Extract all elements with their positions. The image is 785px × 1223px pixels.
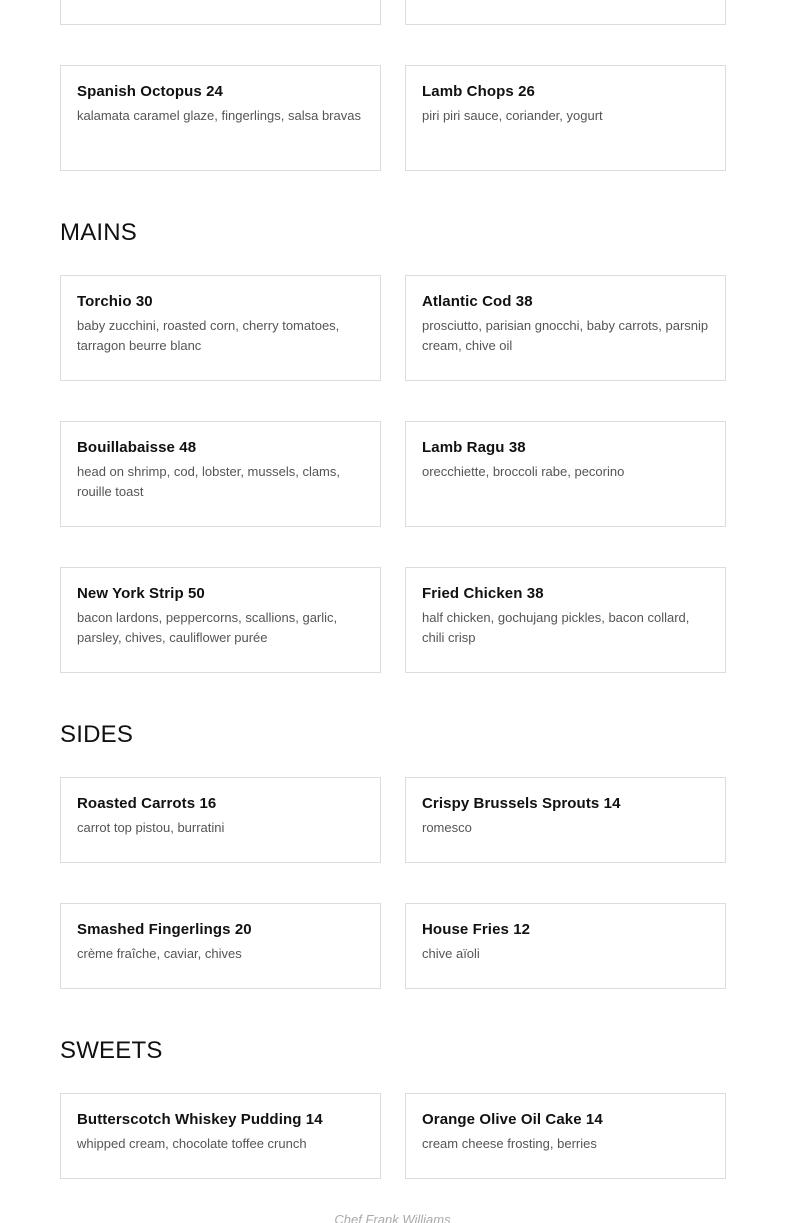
menu-item-card	[405, 567, 726, 673]
menu-item-name: Lamb Ragu 38	[422, 439, 526, 456]
menu-item-card	[405, 275, 726, 381]
menu-item-name: Bouillabaisse 48	[77, 439, 197, 456]
menu-item-card	[405, 777, 726, 863]
section-heading-sides: SIDES	[60, 721, 134, 748]
menu-item-card	[60, 275, 381, 381]
menu-item-name: Crispy Brussels Sprouts 14	[422, 795, 621, 812]
menu-item-description: kalamata caramel glaze, fingerlings, salsa bravas	[77, 108, 361, 123]
menu-item-name: New York Strip 50	[77, 585, 205, 602]
menu-item-description: piri piri sauce, coriander, yogurt	[422, 108, 603, 123]
menu-item-card	[405, 0, 726, 25]
menu-item-description: chive aïoli	[422, 946, 480, 961]
menu-item-name: Smashed Fingerlings 20	[77, 921, 252, 938]
menu-item-name: House Fries 12	[422, 921, 531, 938]
menu-item-card	[60, 0, 381, 25]
menu-item-card	[60, 1093, 381, 1179]
menu-item-description: romesco	[422, 820, 472, 835]
menu-item-card	[60, 903, 381, 989]
menu-item-description: bacon lardons, peppercorns, scallions, garlic, parsley, chives, cauliflower purée	[77, 610, 338, 645]
menu-item-card	[60, 421, 381, 527]
menu-item-name: Lamb Chops 26	[422, 83, 535, 100]
menu-item-name: Torchio 30	[77, 293, 153, 310]
menu-item-card	[60, 567, 381, 673]
menu-item-description: whipped cream, chocolate toffee crunch	[77, 1136, 307, 1151]
menu-item-card	[405, 903, 726, 989]
menu-item-description: carrot top pistou, burratini	[77, 820, 225, 835]
menu-item-name: Roasted Carrots 16	[77, 795, 217, 812]
section-heading-sweets: SWEETS	[60, 1037, 163, 1064]
menu-item-name: Atlantic Cod 38	[422, 293, 533, 310]
menu-item-card	[60, 65, 381, 171]
menu-item-name: Spanish Octopus 24	[77, 83, 223, 100]
menu-item-description: orecchiette, broccoli rabe, pecorino	[422, 464, 625, 479]
menu-item-description: head on shrimp, cod, lobster, mussels, clams, rouille toast	[77, 464, 341, 499]
menu-item-card	[405, 65, 726, 171]
menu-item-name: Butterscotch Whiskey Pudding 14	[77, 1111, 323, 1128]
menu-item-card	[405, 1093, 726, 1179]
menu-item-name: Orange Olive Oil Cake 14	[422, 1111, 603, 1128]
menu-item-card	[405, 421, 726, 527]
menu-item-description: baby zucchini, roasted corn, cherry tomatoes, tarragon beurre blanc	[77, 318, 340, 353]
menu-item-description: prosciutto, parisian gnocchi, baby carrots, parsnip cream, chive oil	[422, 318, 709, 353]
menu-item-description: half chicken, gochujang pickles, bacon collard, chili crisp	[422, 610, 690, 645]
chef-credit: Chef Frank Williams	[334, 1212, 451, 1223]
section-heading-mains: MAINS	[60, 219, 138, 246]
menu-item-description: crème fraîche, caviar, chives	[77, 946, 242, 961]
menu-item-name: Fried Chicken 38	[422, 585, 544, 602]
menu-item-description: cream cheese frosting, berries	[422, 1136, 597, 1151]
menu-item-card	[60, 777, 381, 863]
